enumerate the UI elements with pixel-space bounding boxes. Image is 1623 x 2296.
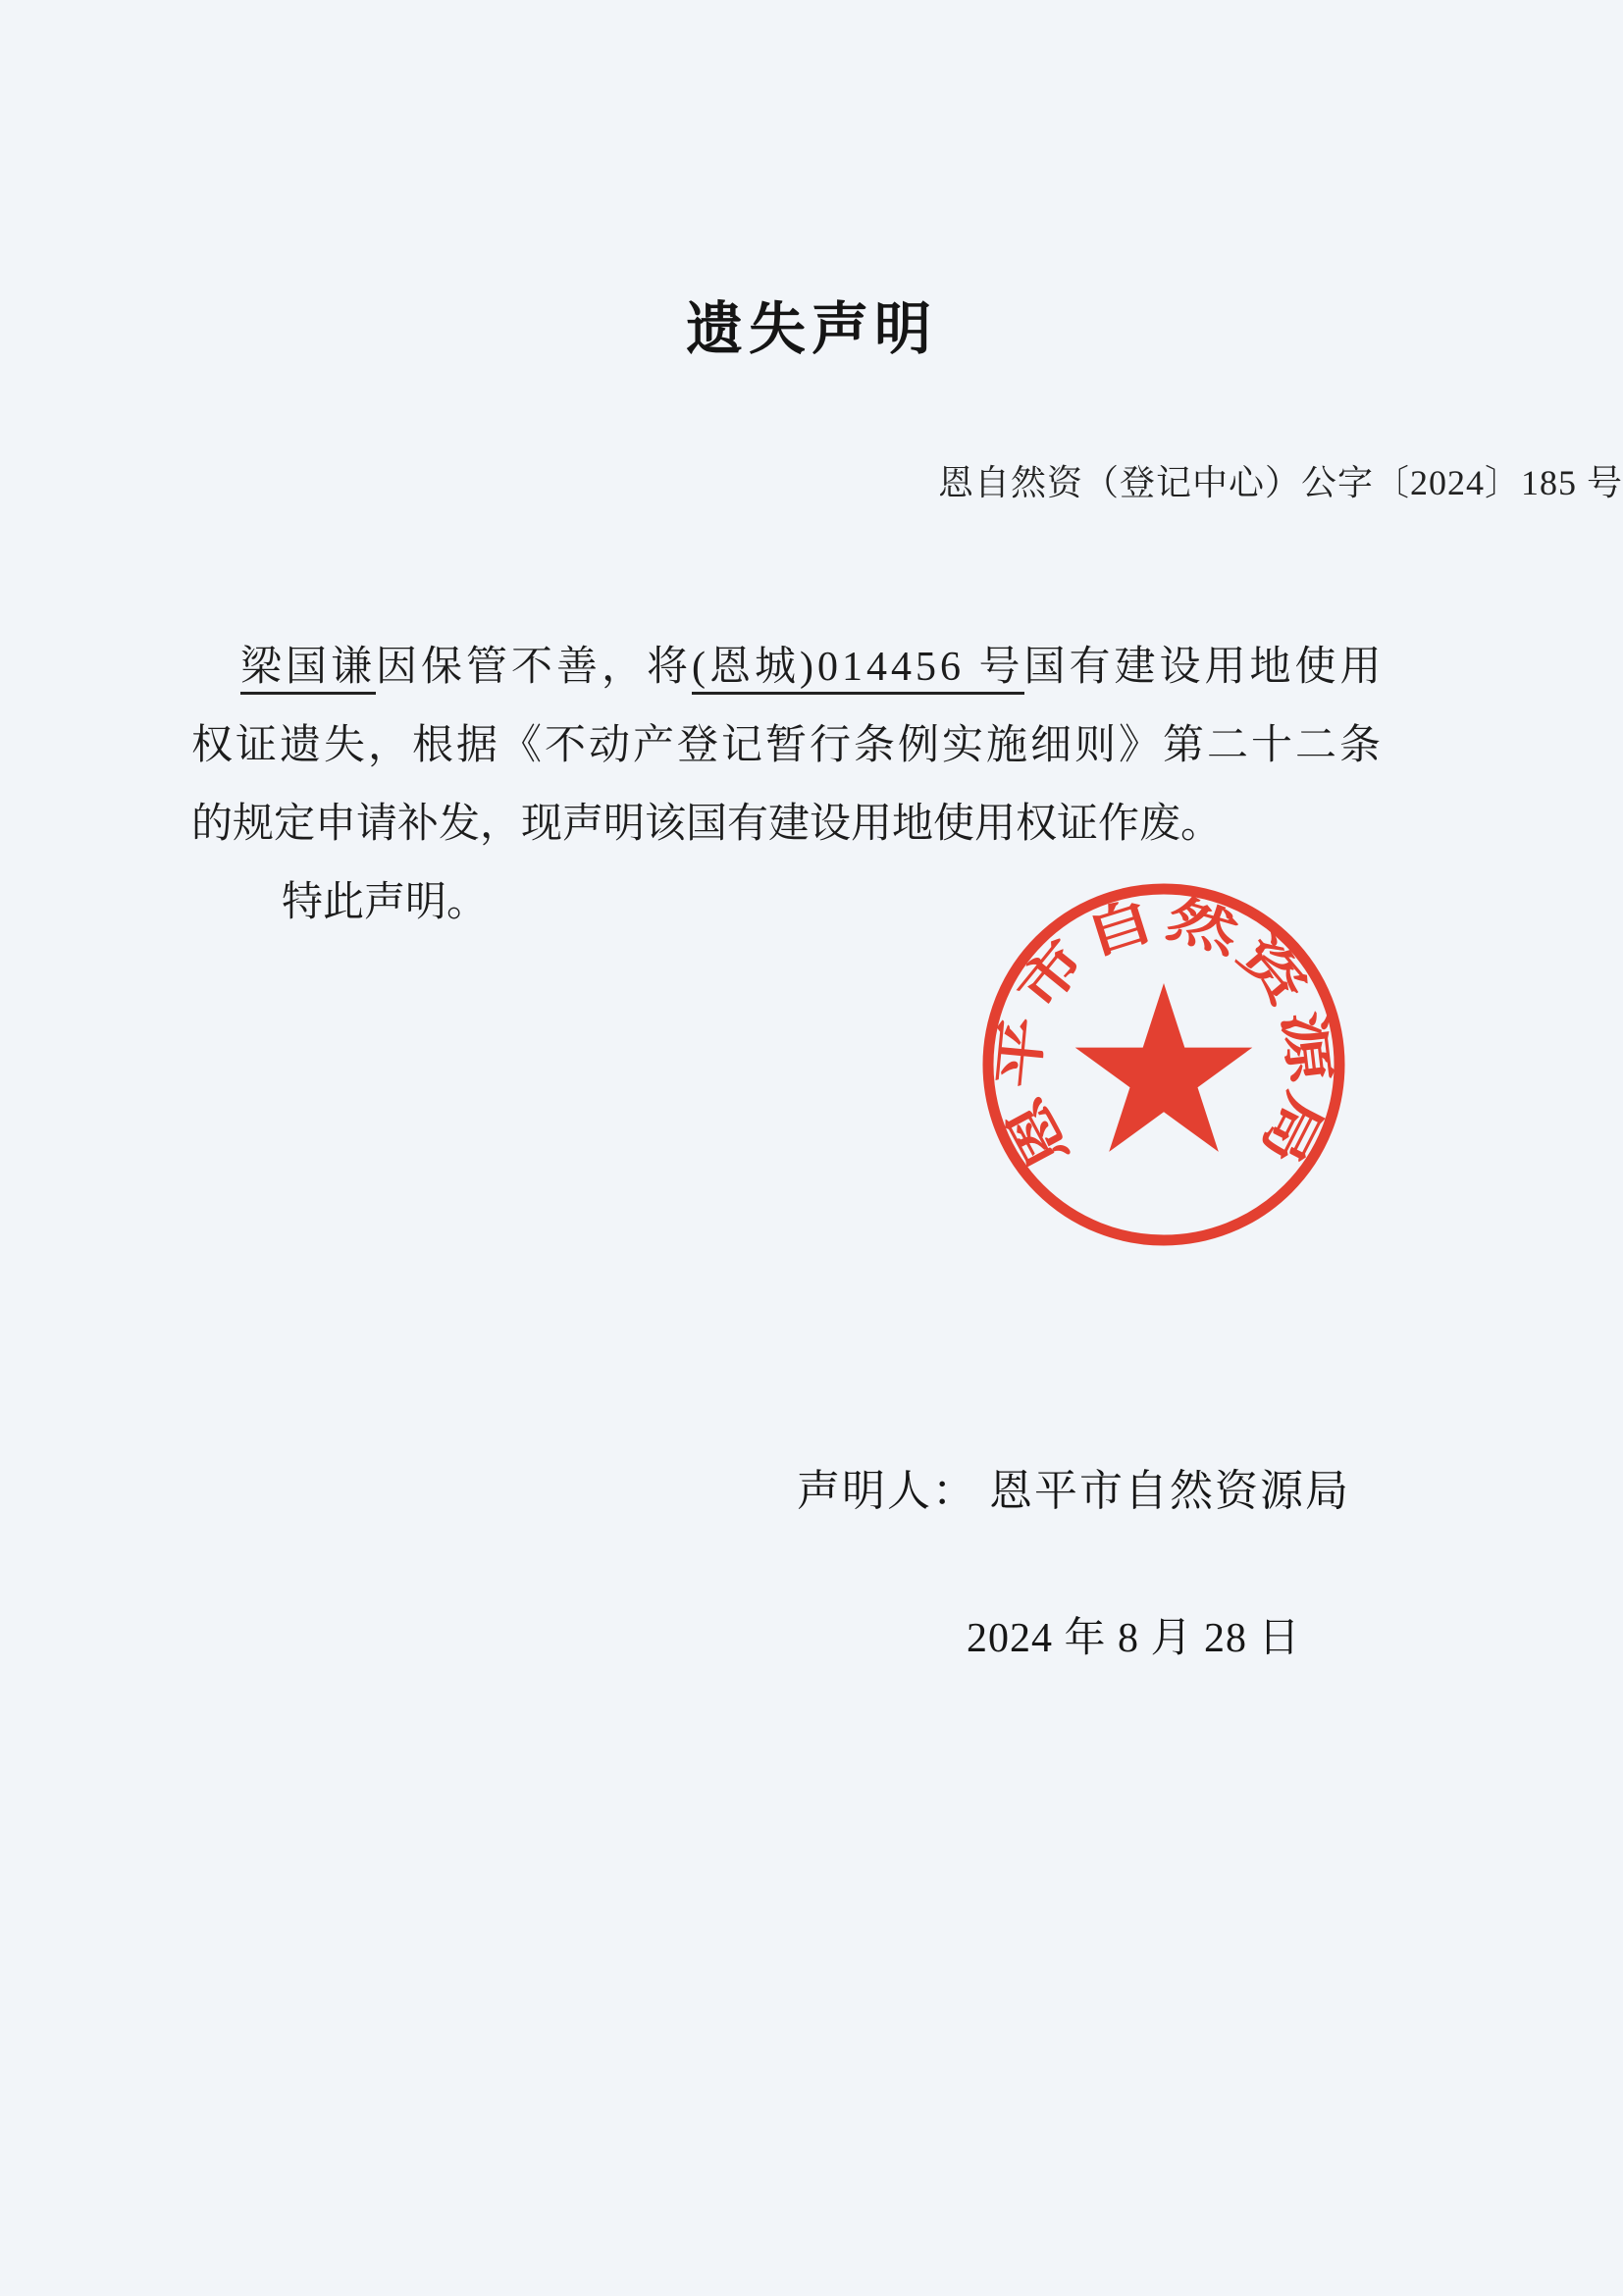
declarant-name: 梁国谦: [240, 645, 376, 695]
signature-label: 声明人：: [797, 1467, 977, 1515]
certificate-number: (恩城)014456 号: [692, 645, 1023, 695]
body-line-1: [191, 628, 1623, 706]
doc-number: 恩自然资（登记中心）公字〔2024〕185 号: [937, 463, 1623, 502]
date-line: 2024 年 8 月 28 日: [967, 1616, 1301, 1661]
body-text: 国有建设用地使用: [1023, 645, 1386, 690]
declaration-body: [191, 628, 1623, 942]
page-title: 遗失声明: [685, 297, 937, 361]
body-line-3: 的规定申请补发，现声明该国有建设用地使用权证作废。: [191, 802, 1223, 847]
star-icon: [1075, 983, 1253, 1152]
body-text: 因保管不善，将: [376, 645, 693, 690]
seal-text: 恩平市自然资源局: [990, 890, 1335, 1178]
signature-line: [797, 1461, 1623, 1522]
signature-name: 恩平市自然资源局: [989, 1467, 1350, 1515]
body-line-2: 权证遗失，根据《不动产登记暂行条例实施细则》第二十二条: [191, 723, 1385, 768]
body-line-4: 特此声明。: [282, 880, 489, 925]
